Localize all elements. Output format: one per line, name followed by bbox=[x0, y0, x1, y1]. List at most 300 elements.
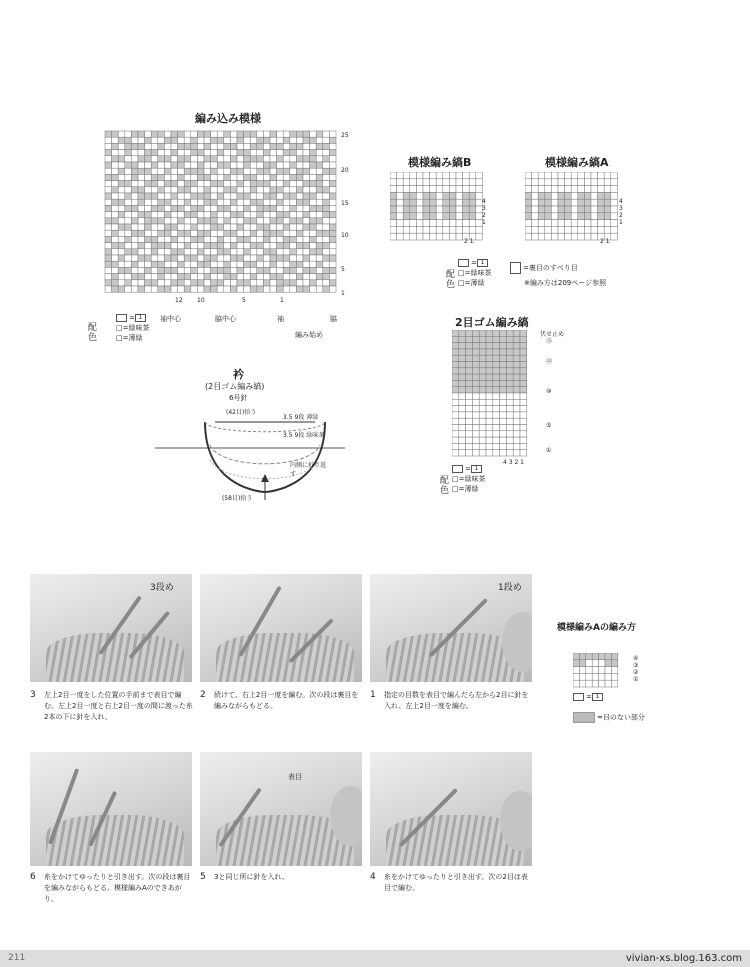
chart-cell bbox=[520, 349, 527, 355]
chart-cell bbox=[263, 143, 270, 149]
chart-cell bbox=[244, 193, 251, 199]
chart-cell bbox=[118, 193, 125, 199]
chart-cell bbox=[578, 192, 585, 199]
chart-cell bbox=[171, 230, 178, 236]
photo-step-1 bbox=[370, 574, 532, 682]
chart-cell bbox=[466, 349, 473, 355]
chart-cell bbox=[466, 431, 473, 437]
chart-cell bbox=[184, 205, 191, 211]
chart-cell bbox=[125, 131, 132, 137]
chart-cell bbox=[584, 179, 591, 186]
chart-cell bbox=[591, 192, 598, 199]
chart-cell bbox=[551, 226, 558, 233]
chart-cell bbox=[125, 174, 132, 180]
chart-cell bbox=[230, 193, 237, 199]
how-a-row-4: ④ bbox=[633, 655, 639, 662]
chart-cell bbox=[472, 431, 479, 437]
chart-cell bbox=[410, 206, 417, 213]
how-a-chart bbox=[573, 653, 619, 689]
chart-cell bbox=[443, 213, 450, 220]
chart-cell bbox=[158, 249, 165, 255]
chart-cell bbox=[263, 168, 270, 174]
chart-cell bbox=[151, 236, 158, 242]
chart-cell bbox=[118, 218, 125, 224]
chart-cell bbox=[500, 450, 507, 456]
chart-cell bbox=[270, 162, 277, 168]
chart-cell bbox=[145, 181, 152, 187]
chart-cell bbox=[316, 181, 323, 187]
chart-cell bbox=[500, 368, 507, 374]
chart-cell bbox=[250, 249, 257, 255]
chart-cell bbox=[323, 131, 330, 137]
chart-cell bbox=[430, 226, 437, 233]
pattern-a-cols: 2 1 bbox=[600, 238, 610, 245]
chart-cell bbox=[551, 233, 558, 240]
chart-cell bbox=[500, 362, 507, 368]
chart-cell bbox=[164, 274, 171, 280]
chart-cell bbox=[472, 418, 479, 424]
chart-cell bbox=[270, 137, 277, 143]
chart-cell bbox=[283, 168, 290, 174]
chart-cell bbox=[197, 218, 204, 224]
chart-cell bbox=[145, 236, 152, 242]
chart-cell bbox=[463, 213, 470, 220]
chart-cell bbox=[459, 399, 466, 405]
rib-green-tea: □=緑味茶 bbox=[452, 475, 486, 483]
chart-cell bbox=[105, 199, 112, 205]
chart-cell bbox=[250, 199, 257, 205]
chart-cell bbox=[204, 137, 211, 143]
chart-cell bbox=[250, 143, 257, 149]
chart-cell bbox=[105, 205, 112, 211]
label-side-center: 脇中心 bbox=[215, 315, 236, 323]
chart-cell bbox=[224, 255, 231, 261]
chart-cell bbox=[303, 150, 310, 156]
chart-cell bbox=[486, 349, 493, 355]
chart-cell bbox=[443, 226, 450, 233]
chart-cell bbox=[486, 412, 493, 418]
chart-cell bbox=[125, 193, 132, 199]
fair-isle-title: 編み込み模様 bbox=[195, 112, 261, 125]
chart-cell bbox=[171, 255, 178, 261]
chart-cell bbox=[118, 280, 125, 286]
chart-cell bbox=[250, 205, 257, 211]
chart-cell bbox=[466, 393, 473, 399]
chart-cell bbox=[459, 349, 466, 355]
chart-cell bbox=[283, 199, 290, 205]
chart-cell bbox=[486, 387, 493, 393]
photo-step-4 bbox=[370, 752, 532, 866]
legend-color-label: 配色 bbox=[88, 323, 98, 343]
pa-row-4: 4 bbox=[619, 198, 623, 205]
chart-cell bbox=[250, 174, 257, 180]
fair-isle-row-10: 10 bbox=[341, 232, 349, 239]
chart-cell bbox=[178, 162, 185, 168]
fair-isle-col-1: 1 bbox=[280, 297, 284, 304]
chart-cell bbox=[296, 187, 303, 193]
chart-cell bbox=[244, 286, 251, 292]
chart-cell bbox=[131, 243, 138, 249]
chart-cell bbox=[230, 168, 237, 174]
chart-cell bbox=[184, 236, 191, 242]
chart-cell bbox=[191, 249, 198, 255]
chart-cell bbox=[230, 243, 237, 249]
chart-cell bbox=[171, 205, 178, 211]
chart-cell bbox=[250, 131, 257, 137]
chart-cell bbox=[151, 156, 158, 162]
chart-cell bbox=[456, 199, 463, 206]
chart-cell bbox=[500, 393, 507, 399]
pattern-a-title: 模様編み縞A bbox=[545, 156, 609, 169]
chart-cell bbox=[598, 192, 605, 199]
chart-cell bbox=[452, 406, 459, 412]
chart-cell bbox=[184, 137, 191, 143]
chart-cell bbox=[164, 156, 171, 162]
chart-cell bbox=[520, 393, 527, 399]
chart-cell bbox=[506, 336, 513, 342]
chart-cell bbox=[184, 168, 191, 174]
chart-cell bbox=[125, 205, 132, 211]
chart-cell bbox=[217, 137, 224, 143]
chart-cell bbox=[410, 192, 417, 199]
chart-cell bbox=[329, 224, 336, 230]
chart-cell bbox=[303, 267, 310, 273]
chart-cell bbox=[463, 172, 470, 179]
label-sleeve-center: 袖中心 bbox=[160, 315, 181, 323]
chart-cell bbox=[151, 150, 158, 156]
chart-cell bbox=[250, 236, 257, 242]
chart-cell bbox=[145, 150, 152, 156]
chart-cell bbox=[290, 274, 297, 280]
rib-marker-5: ⑤ bbox=[546, 422, 552, 429]
knit-fabric bbox=[216, 633, 354, 682]
chart-cell bbox=[466, 368, 473, 374]
chart-cell bbox=[244, 131, 251, 137]
chart-cell bbox=[145, 168, 152, 174]
chart-cell bbox=[303, 261, 310, 267]
chart-cell bbox=[178, 168, 185, 174]
chart-cell bbox=[145, 187, 152, 193]
chart-cell bbox=[296, 137, 303, 143]
chart-cell bbox=[436, 233, 443, 240]
chart-cell bbox=[586, 680, 592, 687]
chart-cell bbox=[486, 443, 493, 449]
chart-cell bbox=[277, 174, 284, 180]
chart-cell bbox=[171, 131, 178, 137]
chart-cell bbox=[283, 243, 290, 249]
chart-cell bbox=[277, 199, 284, 205]
chart-cell bbox=[558, 233, 565, 240]
chart-cell bbox=[513, 443, 520, 449]
chart-cell bbox=[125, 236, 132, 242]
chart-cell bbox=[469, 172, 476, 179]
chart-cell bbox=[171, 286, 178, 292]
chart-cell bbox=[112, 168, 119, 174]
chart-cell bbox=[277, 243, 284, 249]
chart-cell bbox=[105, 168, 112, 174]
chart-cell bbox=[532, 226, 539, 233]
chart-cell bbox=[532, 206, 539, 213]
how-a-box-digit: 1 bbox=[592, 693, 603, 701]
chart-cell bbox=[310, 205, 317, 211]
chart-cell bbox=[452, 431, 459, 437]
chart-cell bbox=[310, 143, 317, 149]
chart-cell bbox=[599, 673, 605, 680]
chart-cell bbox=[217, 230, 224, 236]
chart-cell bbox=[466, 343, 473, 349]
chart-cell bbox=[290, 199, 297, 205]
chart-cell bbox=[250, 261, 257, 267]
chart-cell bbox=[151, 249, 158, 255]
chart-cell bbox=[263, 162, 270, 168]
chart-cell bbox=[164, 137, 171, 143]
chart-cell bbox=[105, 212, 112, 218]
chart-cell bbox=[230, 137, 237, 143]
chart-cell bbox=[430, 179, 437, 186]
chart-cell bbox=[237, 280, 244, 286]
chart-cell bbox=[230, 224, 237, 230]
chart-cell bbox=[283, 255, 290, 261]
chart-cell bbox=[263, 131, 270, 137]
chart-cell bbox=[303, 162, 310, 168]
chart-cell bbox=[573, 680, 579, 687]
chart-cell bbox=[525, 186, 532, 193]
chart-cell bbox=[296, 236, 303, 242]
chart-cell bbox=[244, 156, 251, 162]
chart-cell bbox=[257, 174, 264, 180]
chart-cell bbox=[184, 156, 191, 162]
chart-cell bbox=[452, 418, 459, 424]
chart-cell bbox=[323, 205, 330, 211]
chart-cell bbox=[184, 218, 191, 224]
knit-fabric bbox=[46, 633, 184, 682]
collar-pickup-top: (42目)拾う bbox=[226, 409, 257, 416]
chart-cell bbox=[158, 236, 165, 242]
chart-cell bbox=[145, 274, 152, 280]
photo-label-1: 1段め bbox=[498, 583, 522, 593]
chart-cell bbox=[459, 431, 466, 437]
chart-cell bbox=[244, 181, 251, 187]
chart-cell bbox=[283, 181, 290, 187]
chart-cell bbox=[277, 274, 284, 280]
chart-cell bbox=[197, 150, 204, 156]
chart-cell bbox=[520, 362, 527, 368]
chart-cell bbox=[316, 274, 323, 280]
chart-cell bbox=[329, 243, 336, 249]
chart-cell bbox=[479, 368, 486, 374]
collar-title: 衿 bbox=[233, 368, 244, 381]
chart-cell bbox=[191, 218, 198, 224]
chart-cell bbox=[506, 349, 513, 355]
chart-cell bbox=[197, 181, 204, 187]
chart-cell bbox=[118, 286, 125, 292]
chart-cell bbox=[599, 660, 605, 667]
chart-cell bbox=[403, 172, 410, 179]
chart-cell bbox=[257, 205, 264, 211]
chart-cell bbox=[184, 187, 191, 193]
rib-light-green: □=薄緑 bbox=[452, 485, 479, 493]
fair-isle-col-12: 12 bbox=[175, 297, 183, 304]
chart-cell bbox=[211, 143, 218, 149]
chart-cell bbox=[250, 286, 257, 292]
chart-cell bbox=[204, 168, 211, 174]
chart-cell bbox=[493, 437, 500, 443]
chart-cell bbox=[296, 286, 303, 292]
chart-cell bbox=[125, 249, 132, 255]
chart-cell bbox=[131, 137, 138, 143]
chart-cell bbox=[558, 213, 565, 220]
collar-subtitle: (2目ゴム編み縞) bbox=[205, 382, 265, 391]
chart-cell bbox=[329, 218, 336, 224]
chart-cell bbox=[303, 205, 310, 211]
chart-cell bbox=[303, 193, 310, 199]
chart-cell bbox=[591, 186, 598, 193]
chart-cell bbox=[237, 199, 244, 205]
chart-cell bbox=[283, 261, 290, 267]
chart-cell bbox=[283, 205, 290, 211]
rib-marker-10: ⑩ bbox=[546, 388, 552, 395]
chart-cell bbox=[204, 205, 211, 211]
chart-cell bbox=[591, 206, 598, 213]
chart-cell bbox=[463, 186, 470, 193]
chart-cell bbox=[224, 193, 231, 199]
chart-cell bbox=[410, 226, 417, 233]
chart-cell bbox=[591, 199, 598, 206]
chart-cell bbox=[191, 156, 198, 162]
chart-cell bbox=[565, 213, 572, 220]
chart-cell bbox=[493, 450, 500, 456]
chart-cell bbox=[145, 286, 152, 292]
chart-cell bbox=[270, 255, 277, 261]
chart-cell bbox=[244, 230, 251, 236]
chart-cell bbox=[131, 143, 138, 149]
chart-cell bbox=[452, 393, 459, 399]
chart-cell bbox=[436, 213, 443, 220]
chart-cell bbox=[217, 236, 224, 242]
chart-cell bbox=[270, 131, 277, 137]
chart-cell bbox=[545, 233, 552, 240]
chart-cell bbox=[513, 355, 520, 361]
caption-num: 5 bbox=[200, 872, 206, 882]
chart-cell bbox=[520, 443, 527, 449]
chart-cell bbox=[316, 261, 323, 267]
chart-cell bbox=[493, 374, 500, 380]
chart-cell bbox=[131, 168, 138, 174]
chart-cell bbox=[456, 226, 463, 233]
chart-cell bbox=[403, 206, 410, 213]
caption-num: 1 bbox=[370, 690, 376, 700]
chart-cell bbox=[611, 192, 618, 199]
site-url: vivian-xs.blog.163.com bbox=[625, 953, 742, 964]
fair-isle-chart bbox=[100, 128, 360, 308]
chart-cell bbox=[506, 387, 513, 393]
chart-cell bbox=[443, 186, 450, 193]
chart-cell bbox=[118, 212, 125, 218]
chart-cell bbox=[545, 172, 552, 179]
chart-cell bbox=[310, 150, 317, 156]
chart-cell bbox=[171, 137, 178, 143]
chart-cell bbox=[237, 137, 244, 143]
chart-cell bbox=[520, 374, 527, 380]
chart-cell bbox=[250, 193, 257, 199]
chart-cell bbox=[463, 192, 470, 199]
chart-cell bbox=[605, 667, 611, 674]
chart-cell bbox=[204, 218, 211, 224]
chart-cell bbox=[479, 380, 486, 386]
chart-cell bbox=[138, 267, 145, 273]
fair-isle-row-25: 25 bbox=[341, 132, 349, 139]
page-number: 211 bbox=[8, 953, 26, 963]
chart-cell bbox=[430, 213, 437, 220]
chart-cell bbox=[118, 243, 125, 249]
chart-cell bbox=[296, 150, 303, 156]
chart-cell bbox=[230, 286, 237, 292]
chart-cell bbox=[145, 224, 152, 230]
fair-isle-col-10: 10 bbox=[197, 297, 205, 304]
chart-cell bbox=[112, 193, 119, 199]
chart-cell bbox=[390, 220, 397, 227]
chart-cell bbox=[506, 399, 513, 405]
chart-cell bbox=[463, 199, 470, 206]
chart-cell bbox=[459, 393, 466, 399]
chart-cell bbox=[105, 187, 112, 193]
chart-cell bbox=[423, 192, 430, 199]
chart-cell bbox=[125, 286, 132, 292]
chart-cell bbox=[290, 193, 297, 199]
chart-cell bbox=[164, 168, 171, 174]
chart-cell bbox=[237, 243, 244, 249]
chart-cell bbox=[591, 172, 598, 179]
chart-cell bbox=[532, 172, 539, 179]
chart-cell bbox=[410, 172, 417, 179]
chart-cell bbox=[164, 267, 171, 273]
chart-cell bbox=[500, 412, 507, 418]
chart-cell bbox=[211, 168, 218, 174]
chart-cell bbox=[551, 192, 558, 199]
chart-cell bbox=[257, 230, 264, 236]
chart-cell bbox=[316, 286, 323, 292]
chart-cell bbox=[310, 261, 317, 267]
chart-cell bbox=[472, 362, 479, 368]
chart-cell bbox=[263, 193, 270, 199]
photo-step-5 bbox=[200, 752, 362, 866]
chart-cell bbox=[506, 393, 513, 399]
chart-cell bbox=[105, 137, 112, 143]
chart-cell bbox=[456, 192, 463, 199]
chart-cell bbox=[310, 267, 317, 273]
chart-cell bbox=[224, 137, 231, 143]
chart-cell bbox=[290, 150, 297, 156]
chart-cell bbox=[463, 206, 470, 213]
chart-cell bbox=[224, 274, 231, 280]
collar-pickup-bottom: (58目)拾う bbox=[222, 495, 253, 502]
chart-cell bbox=[500, 380, 507, 386]
chart-cell bbox=[244, 249, 251, 255]
chart-cell bbox=[184, 193, 191, 199]
chart-cell bbox=[310, 156, 317, 162]
chart-cell bbox=[296, 267, 303, 273]
chart-cell bbox=[178, 150, 185, 156]
chart-cell bbox=[493, 387, 500, 393]
chart-cell bbox=[323, 243, 330, 249]
chart-cell bbox=[158, 230, 165, 236]
chart-cell bbox=[211, 156, 218, 162]
chart-cell bbox=[296, 193, 303, 199]
chart-cell bbox=[211, 181, 218, 187]
chart-cell bbox=[118, 174, 125, 180]
chart-cell bbox=[151, 218, 158, 224]
chart-cell bbox=[211, 230, 218, 236]
